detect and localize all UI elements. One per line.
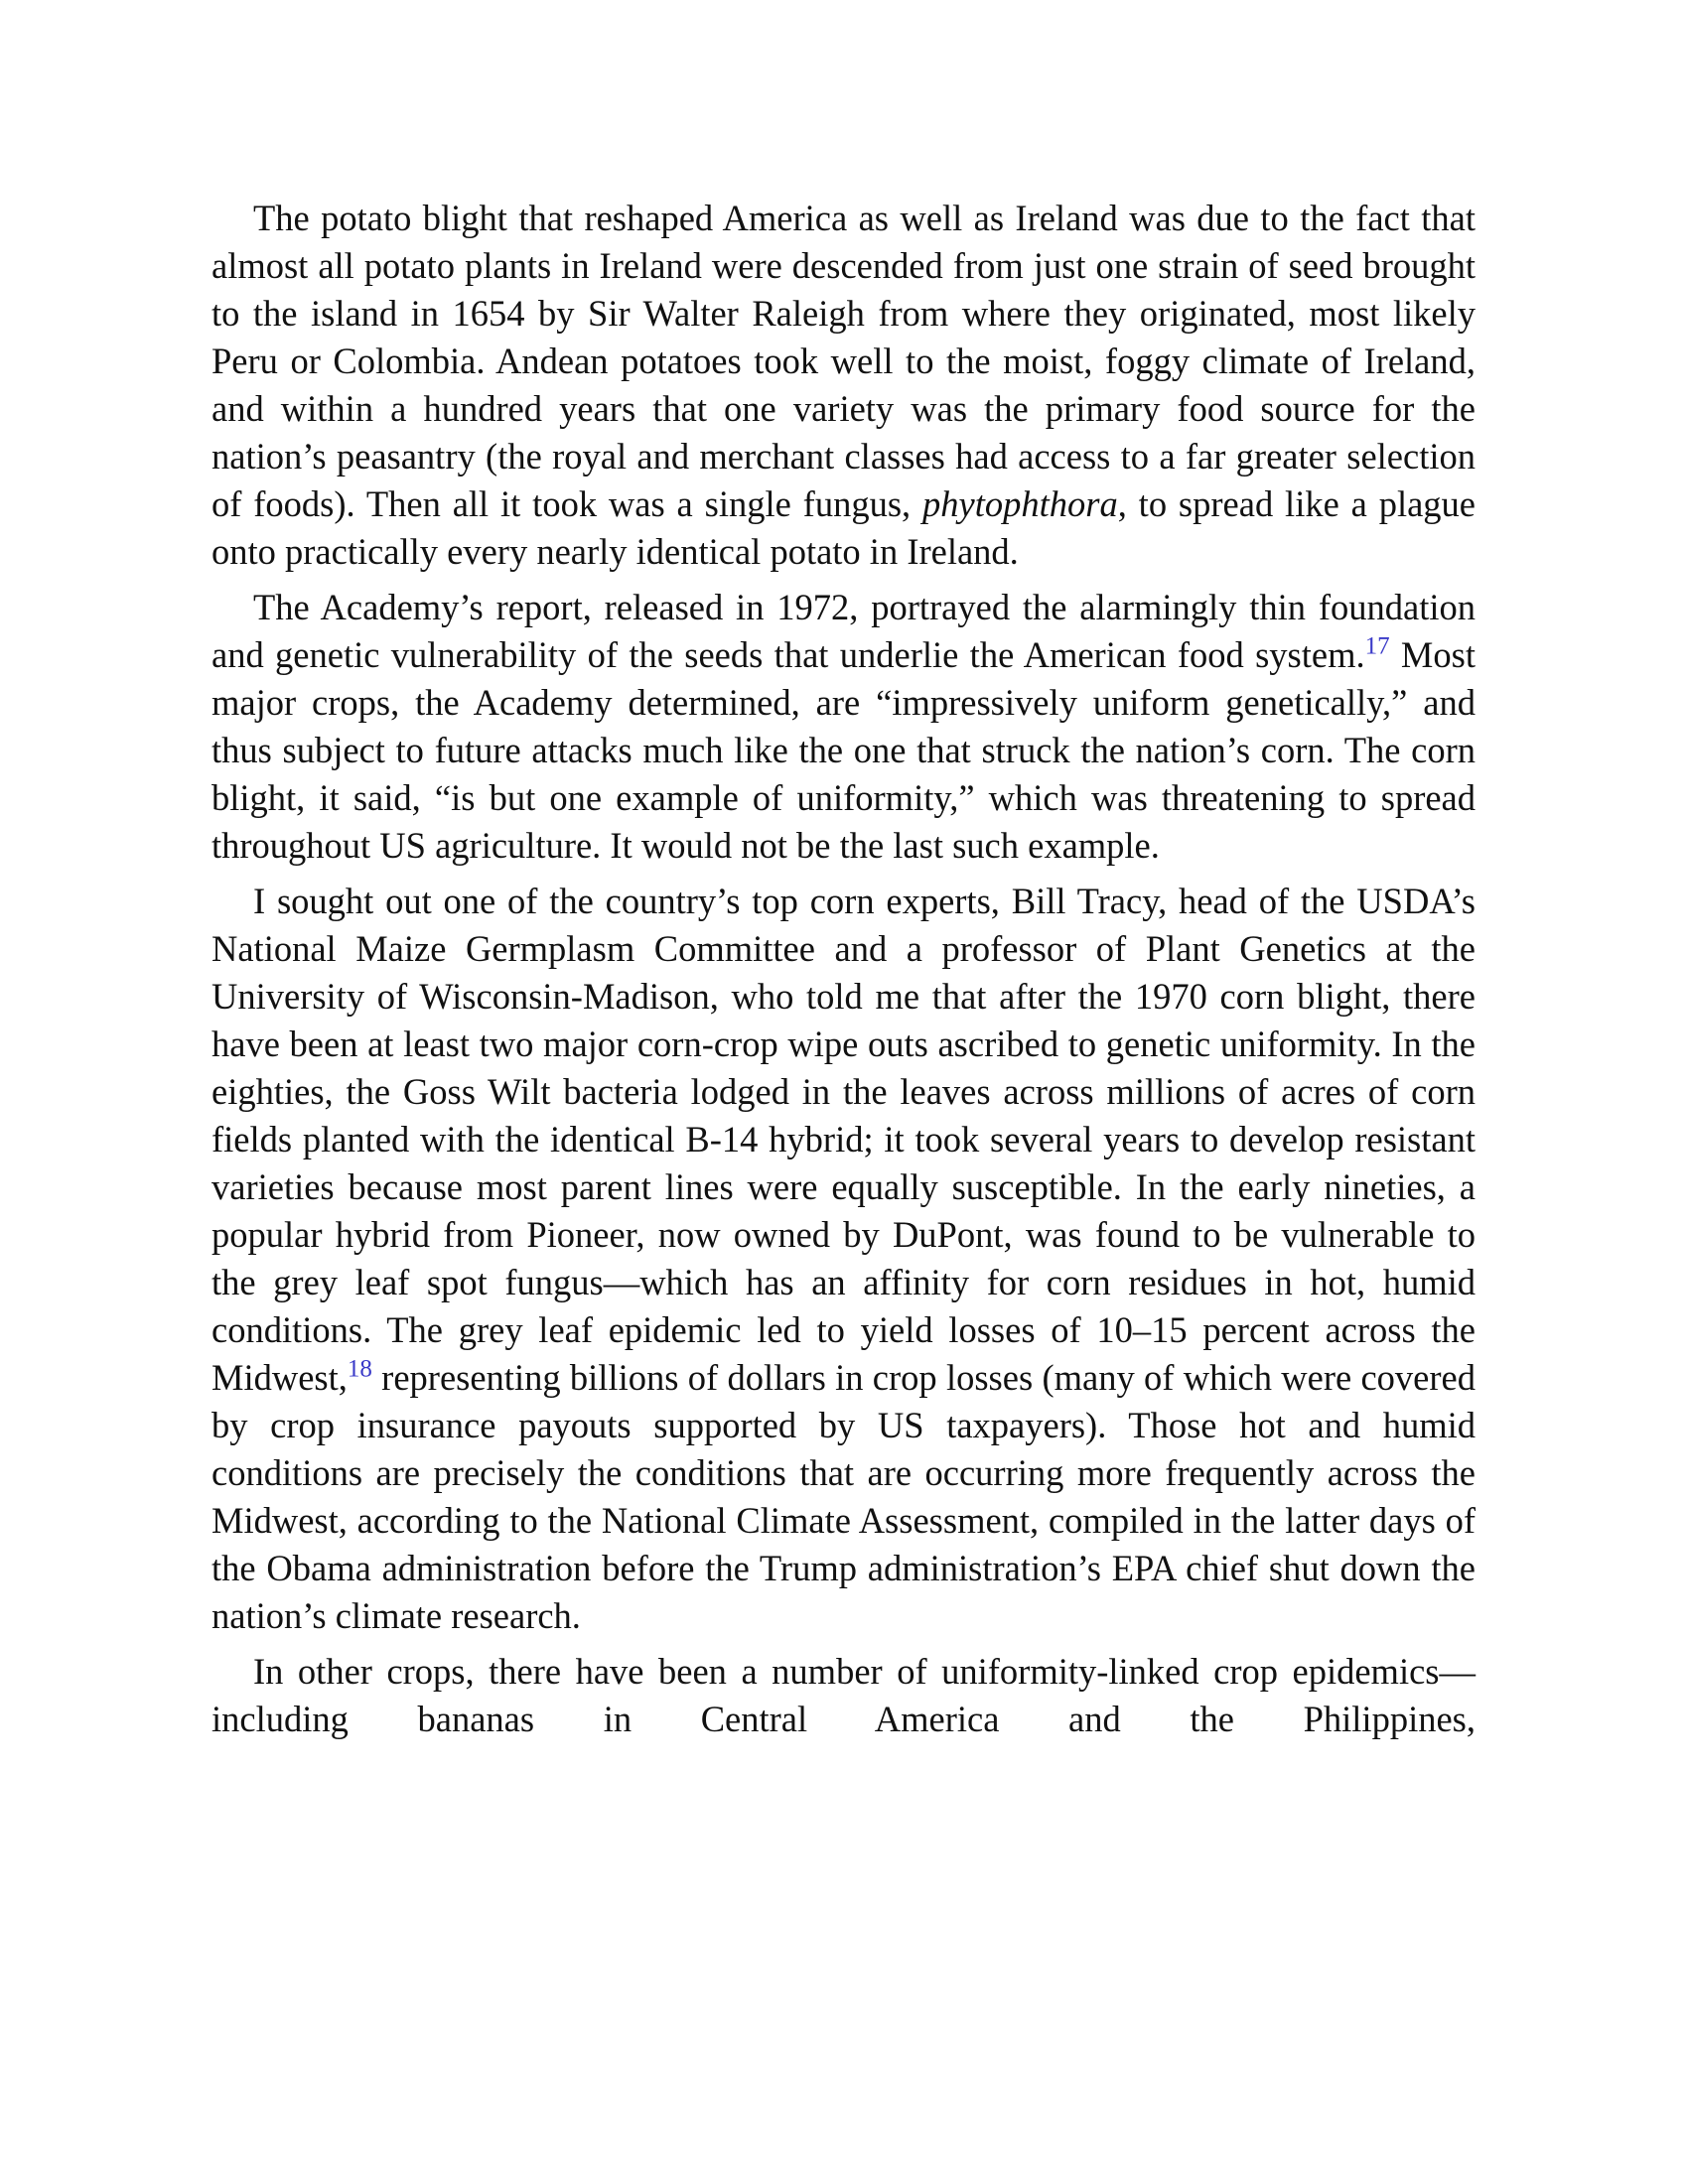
paragraph-text: I sought out one of the country’s top corn experts, Bill Tracy, head of the USDA’s National Maize Germplasm Committee and a professor of Plant Genetics at the University of Wisconsin-Madison, who told me that after the 1970 corn blight, there have been at least two major corn-crop wipe outs ascribed to genetic uniformity. In the eighties, the Goss Wilt bacteria lodged in the leaves across millions of acres of corn fields planted with the identical B-14 hybrid; it took several years to develop resistant varieties because most parent lines were equally susceptible. In the early nineties, a popular hybrid from Pioneer, now owned by DuPont, was found to be vulnerable to the grey leaf spot fungus—which has an affinity for corn residues in hot, humid conditions. The grey leaf epidemic led to yield losses of 10–15 percent across the Midwest, bbox=[211, 881, 1476, 1398]
paragraph-text: The potato blight that reshaped America as well as Ireland was due to the fact that almost all potato plants in Ireland were descended from just one strain of seed brought to the island in 1654 by Sir Walter Raleigh from where they originated, most likely Peru or Colombia. Andean potatoes took well to the moist, foggy climate of Ireland, and within a hundred years that one variety was the primary food source for the nation’s peasantry (the royal and merchant classes had access to a far greater selection of foods). Then all it took was a single fungus, bbox=[211, 198, 1476, 524]
book-page bbox=[211, 195, 1476, 1751]
paragraph-other-crops bbox=[211, 1648, 1476, 1743]
paragraph-potato-blight bbox=[211, 195, 1476, 576]
italic-term-phytophthora: phytophthora bbox=[922, 483, 1118, 524]
paragraph-bill-tracy bbox=[211, 878, 1476, 1640]
footnote-link-18[interactable]: 18 bbox=[347, 1355, 372, 1383]
paragraph-text: In other crops, there have been a number of uniformity-linked crop epidemics—including bananas in Central America and the Philippines, bbox=[211, 1651, 1476, 1739]
paragraph-text: , to spread like a plague onto practically every nearly identical potato in Ireland. bbox=[211, 483, 1476, 572]
paragraph-text: representing billions of dollars in crop losses (many of which were covered by crop insurance payouts supported by US taxpayers). Those hot and humid conditions are precisely the conditions that are occurring more frequently across the Midwest, according to the National Climate Assessment, compiled in the latter days of the Obama administration before the Trump administration’s EPA chief shut down the nation’s climate research. bbox=[211, 1357, 1476, 1636]
footnote-link-17[interactable]: 17 bbox=[1364, 632, 1390, 660]
paragraph-text: The Academy’s report, released in 1972, portrayed the alarmingly thin foundation and genetic vulnerability of the seeds that underlie the American food system. bbox=[211, 587, 1476, 675]
paragraph-text: Most major crops, the Academy determined, are “impressively uniform genetically,” and thus subject to future attacks much like the one that struck the nation’s corn. The corn blight, it said, “is but one example of uniformity,” which was threatening to spread throughout US agriculture. It would not be the last such example. bbox=[211, 634, 1476, 866]
paragraph-academy-report bbox=[211, 584, 1476, 870]
